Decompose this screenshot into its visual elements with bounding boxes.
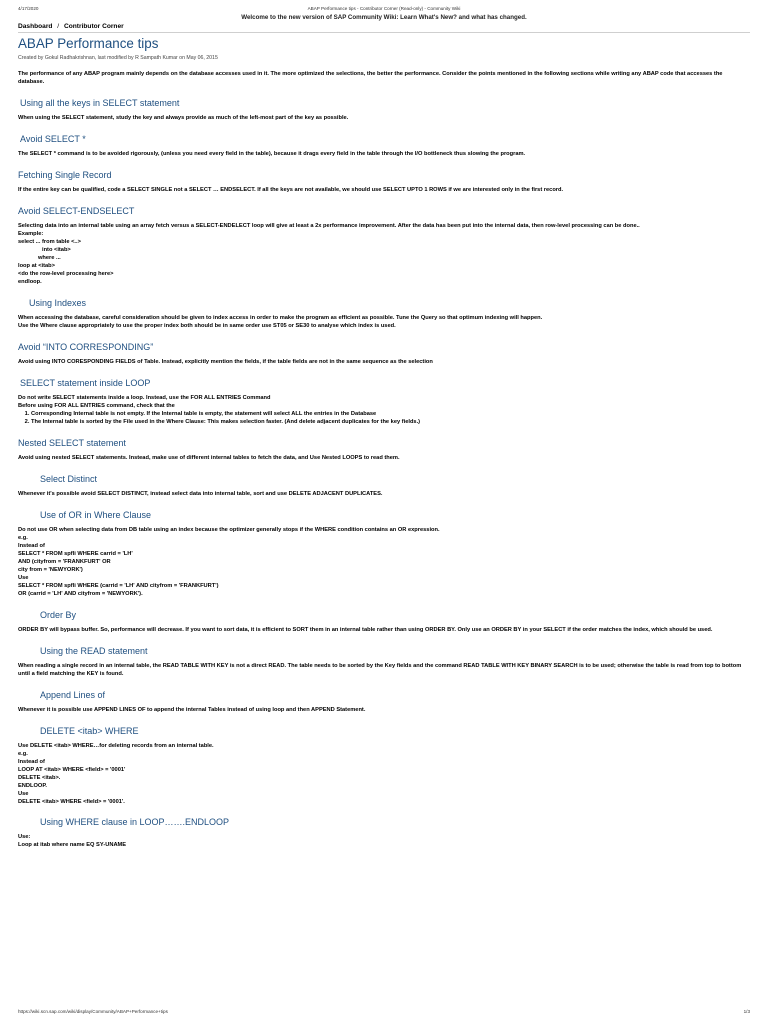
heading-where-in-loop: Using WHERE clause in LOOP…….ENDLOOP: [40, 817, 230, 827]
print-date: 4/17/2020: [18, 6, 39, 11]
breadcrumb-separator: /: [57, 23, 60, 30]
code-line: select ... from table <..>: [18, 239, 81, 245]
breadcrumb-contributor-corner[interactable]: Contributor Corner: [63, 23, 124, 30]
heading-indexes: Using Indexes: [29, 298, 87, 308]
text-single-record: If the entire key can be qualified, code a SELECT SINGLE not a SELECT … ENDSELECT. If all the keys are not available, we should use SELECT UPTO 1 ROWS if we are interested only in the first record.: [18, 187, 564, 193]
heading-order-by: Order By: [40, 610, 77, 620]
text-line: Instead of: [18, 543, 45, 549]
text-avoid-select-star: The SELECT * command is to be avoided rigorously, (unless you need every field in the table), because it drags every field in the table through the I/O bottleneck thus slowing the program.: [18, 151, 526, 157]
announcement-banner: Welcome to the new version of SAP Community Wiki: Learn What's New? and what has changed.: [241, 14, 527, 21]
text-into-corresponding: Avoid using INTO CORESPONDING FIELDS of Table. Instead, explicitly mention the fields, if the table fields are not in the same sequence as the selection: [18, 359, 433, 365]
example-label: Example:: [18, 231, 44, 237]
heading-into-corresponding: Avoid “INTO CORRESPONDING”: [18, 342, 154, 352]
text-line: Use DELETE <itab> WHERE…for deleting records from an internal table.: [18, 743, 214, 749]
heading-or-clause: Use of OR in Where Clause: [40, 510, 152, 520]
code-line: SELECT * FROM spfli WHERE (carrid = 'LH' AND cityfrom = 'FRANKFURT'): [18, 583, 219, 589]
code-line: OR (carrid = 'LH' AND cityfrom = 'NEWYORK').: [18, 591, 143, 597]
text-read-statement: When reading a single record in an internal table, the READ TABLE WITH KEY is not a direct READ. The table needs to be sorted by the Key fields and the command READ TABLE WITH KEY BINARY SEARCH is to be used; otherwise the table is read from top to bottom until a field matching the KEY is found.: [18, 663, 742, 677]
heading-avoid-select-star: Avoid SELECT *: [20, 134, 86, 144]
text-line: Use: [18, 791, 29, 797]
code-line: <do the row-level processing here>: [18, 271, 114, 277]
heading-select-inside-loop: SELECT statement inside LOOP: [20, 378, 151, 388]
text-append-lines: Whenever it is possible use APPEND LINES OF to append the internal Tables instead of using loop and then APPEND Statement.: [18, 707, 366, 713]
list-item: 2. The Internal table is sorted by the File used in the Where Clause: This makes selection faster. (And delete adjacent duplicates for the key fields.): [31, 418, 746, 426]
page-title: ABAP Performance tips: [18, 36, 159, 51]
text-indexes-2: Use the Where clause appropriately to use the proper index both should be in same order use ST05 or SE30 to analyse which index is used.: [18, 323, 396, 329]
code-line: LOOP AT <itab> WHERE <field> = '0001': [18, 767, 126, 773]
print-title: ABAP Performance tips - Contributor Corner (Read-only) - Community Wiki: [307, 6, 461, 11]
code-line: DELETE <itab>.: [18, 775, 61, 781]
breadcrumb-dashboard[interactable]: Dashboard: [18, 23, 53, 30]
print-url: https://wiki.scn.sap.com/wiki/display/Community/ABAP+Performance+tips: [18, 1009, 168, 1014]
text-line: e.g.: [18, 751, 28, 757]
text-select-loop-2: Before using FOR ALL ENTRIES command, check that the: [18, 403, 175, 409]
code-line: DELETE <itab> WHERE <field> = '0001'.: [18, 799, 125, 805]
text-select-endselect: Selecting data into an internal table using an array fetch versus a SELECT-ENDELECT loop will give at least a 2x performance improvement. After the data has been put into the internal data, then row-level processing can be done..: [18, 223, 640, 229]
heading-delete-where: DELETE <itab> WHERE: [40, 726, 139, 736]
page-byline: Created by Gokul Radhakrishnan, last modified by R Sampath Kumar on May 06, 2015: [18, 55, 218, 61]
text-indexes-1: When accessing the database, careful consideration should be given to index access in order to make the program as efficient as possible. Tune the Query so that optimum indexing will happen.: [18, 315, 543, 321]
code-line: ENDLOOP.: [18, 783, 47, 789]
list-item: 1. Corresponding Internal table is not empty. If the Internal table is empty, the statement will select ALL the entries in the Database: [31, 410, 746, 418]
text-line: Instead of: [18, 759, 45, 765]
text-line: Use:: [18, 834, 31, 840]
text-keys: When using the SELECT statement, study the key and always provide as much of the left-most part of the key as possible.: [18, 115, 349, 121]
text-select-distinct: Whenever it's possible avoid SELECT DISTINCT, instead select data into internal table, sort and use DELETE ADJACENT DUPLICATES.: [18, 491, 383, 497]
heading-select-endselect: Avoid SELECT-ENDSELECT: [18, 206, 135, 216]
heading-keys: Using all the keys in SELECT statement: [20, 98, 180, 108]
heading-select-distinct: Select Distinct: [40, 474, 98, 484]
page-content: [18, 70, 746, 849]
text-line: e.g.: [18, 535, 28, 541]
code-line: endloop.: [18, 279, 42, 285]
intro-paragraph: The performance of any ABAP program mainly depends on the database accesses used in it. The more optimized the selections, the better the performance. Consider the points mentioned in the following sections while writing any ABAP code that accesses the database.: [18, 71, 723, 85]
code-line: SELECT * FROM spfli WHERE carrid = 'LH': [18, 551, 133, 557]
code-line: Loop at itab where name EQ SY-UNAME: [18, 842, 127, 848]
code-line: loop at <itab>: [18, 263, 55, 269]
heading-append-lines: Append Lines of: [40, 690, 106, 700]
page-number: 1/3: [743, 1009, 750, 1014]
code-line: into <itab>: [42, 247, 71, 253]
text-order-by: ORDER BY will bypass buffer. So, performance will decrease. If you want to sort data, it is efficient to SORT them in an internal table rather than using ORDER BY. Only use an ORDER BY in your SELECT if the order matches the index, which should be used.: [18, 627, 713, 633]
code-line: AND (cityfrom = 'FRANKFURT' OR: [18, 559, 111, 565]
text-line: Use: [18, 575, 29, 581]
text-nested-select: Avoid using nested SELECT statements. Instead, make use of different internal tables to fetch the data, and Use Nested LOOPS to read them.: [18, 455, 400, 461]
heading-nested-select: Nested SELECT statement: [18, 438, 126, 448]
code-line: city from = 'NEWYORK'): [18, 567, 83, 573]
text-select-loop-1: Do not write SELECT statements inside a loop. Instead, use the FOR ALL ENTRIES Command: [18, 395, 271, 401]
heading-read-statement: Using the READ statement: [40, 646, 148, 656]
header-divider: [18, 32, 750, 33]
text-line: Do not use OR when selecting data from DB table using an index because the optimizer generally stops if the WHERE condition contains an OR expression.: [18, 527, 440, 533]
breadcrumb: [18, 23, 124, 30]
heading-single-record: Fetching Single Record: [18, 170, 112, 180]
numbered-list: [18, 410, 746, 426]
code-line: where ...: [38, 255, 61, 261]
